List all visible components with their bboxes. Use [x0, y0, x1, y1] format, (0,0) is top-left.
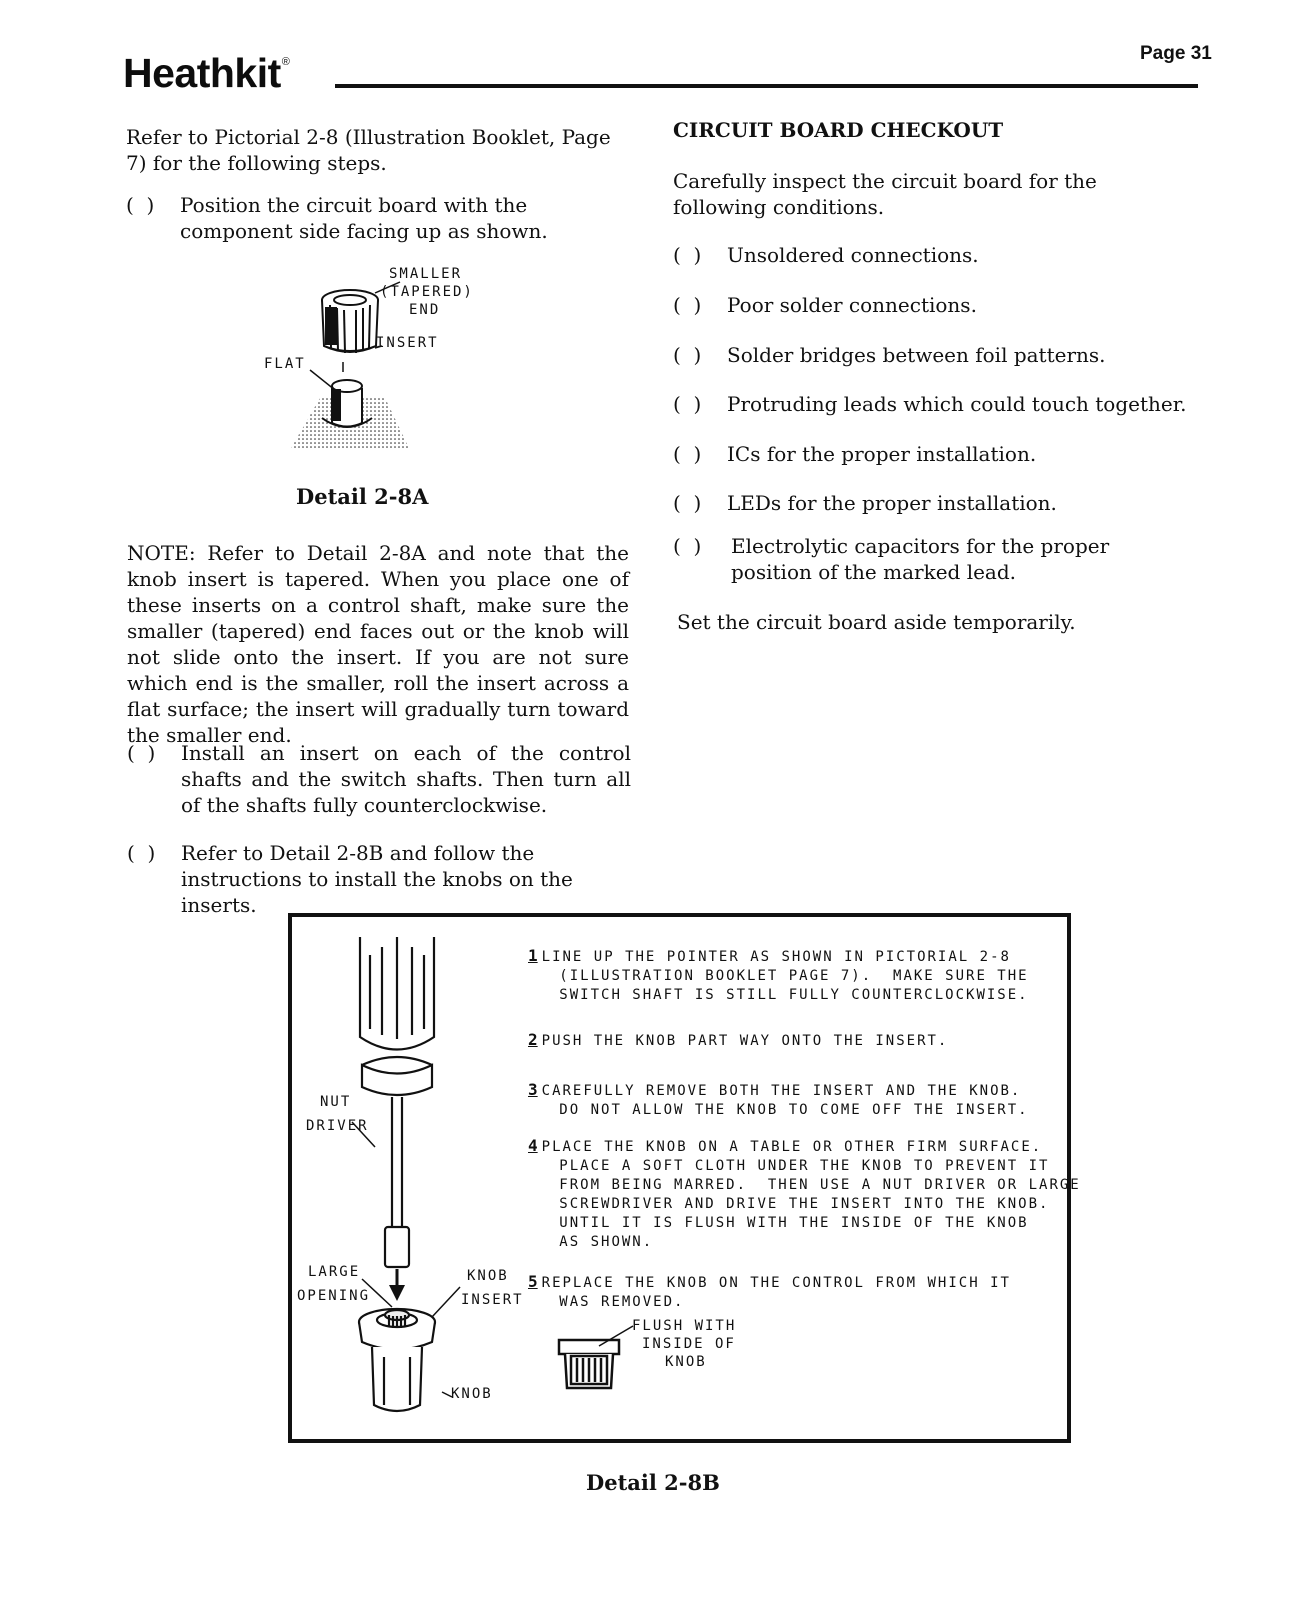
- instruction-line: PUSH THE KNOB PART WAY ONTO THE INSERT.: [541, 1033, 949, 1049]
- instruction-number: 4: [528, 1136, 538, 1155]
- instruction-line: LINE UP THE POINTER AS SHOWN IN PICTORIAL 2-8: [541, 949, 1011, 965]
- step-checkbox[interactable]: ( ): [127, 741, 156, 765]
- detail-2-8b-figure: [292, 917, 532, 1439]
- instruction-line: WAS REMOVED.: [559, 1294, 685, 1310]
- check-text: ICs for the proper installation.: [727, 442, 1037, 466]
- instruction-line: CAREFULLY REMOVE BOTH THE INSERT AND THE KNOB.: [541, 1083, 1022, 1099]
- check-item: [673, 441, 1183, 467]
- page-number: Page 31: [1140, 43, 1212, 64]
- label-inside-of: INSIDE OF: [642, 1336, 736, 1352]
- nut-driver-icon: [360, 937, 434, 1267]
- check-item: [673, 342, 1183, 368]
- check-item: [673, 292, 1183, 318]
- step-position-board: [126, 192, 631, 244]
- step-text: Refer to Detail 2-8B and follow the instructions to install the knobs on the inserts.: [181, 841, 573, 917]
- knob-insert-icon: [322, 290, 378, 353]
- check-item: [673, 391, 1187, 417]
- check-checkbox[interactable]: ( ): [673, 442, 702, 466]
- check-checkbox[interactable]: ( ): [673, 243, 702, 267]
- check-checkbox[interactable]: ( ): [673, 293, 702, 317]
- instruction-line: SCREWDRIVER AND DRIVE THE INSERT INTO THE KNOB.: [559, 1196, 1050, 1212]
- registered-mark: ®: [281, 56, 290, 68]
- check-checkbox[interactable]: ( ): [673, 534, 702, 558]
- label-tapered: (TAPERED): [380, 284, 474, 300]
- label-insert: INSERT: [376, 335, 439, 351]
- header-rule: [335, 84, 1198, 88]
- label-knob-bottom: KNOB: [451, 1386, 493, 1402]
- instruction-line: UNTIL IT IS FLUSH WITH THE INSIDE OF THE KNOB: [559, 1215, 1029, 1231]
- label-nut: NUT: [320, 1094, 352, 1110]
- instruction-line: PLACE THE KNOB ON A TABLE OR OTHER FIRM SURFACE.: [541, 1139, 1043, 1155]
- label-end: END: [409, 302, 441, 318]
- instruction-number: 2: [528, 1030, 538, 1049]
- label-insert-b: INSERT: [461, 1292, 524, 1308]
- check-checkbox[interactable]: ( ): [673, 491, 702, 515]
- instruction-line: REPLACE THE KNOB ON THE CONTROL FROM WHICH IT: [541, 1275, 1011, 1291]
- label-knob-top: KNOB: [467, 1268, 509, 1284]
- left-intro: Refer to Pictorial 2-8 (Illustration Booklet, Page 7) for the following steps.: [126, 125, 611, 175]
- instruction-number: 1: [528, 946, 538, 965]
- instruction-line: FROM BEING MARRED. THEN USE A NUT DRIVER OR LARGE: [559, 1177, 1081, 1193]
- instruction-line: (ILLUSTRATION BOOKLET PAGE 7). MAKE SURE THE: [559, 968, 1029, 984]
- check-item: [673, 490, 1183, 516]
- flush-knob-figure: [553, 1318, 643, 1398]
- brand-logo: [123, 50, 289, 97]
- note-paragraph: NOTE: Refer to Detail 2-8A and note that the knob insert is tapered. When you place one of these inserts on a control shaft, make sure the smaller (tapered) end faces out or the knob will not slide onto the insert. If you are not sure which end is the smaller, roll the insert across a flat surface; the insert will gradually turn toward the smaller end.: [127, 541, 629, 747]
- instruction-line: AS SHOWN.: [559, 1234, 654, 1250]
- instruction-4: [528, 1136, 1081, 1252]
- check-text: Protruding leads which could touch together.: [727, 392, 1187, 416]
- step-text: Install an insert on each of the control shafts and the switch shafts. Then turn all of the shafts fully counterclockwise.: [181, 741, 631, 817]
- instruction-3: [528, 1080, 1029, 1120]
- step-checkbox[interactable]: ( ): [126, 193, 155, 217]
- instruction-5: [528, 1272, 1011, 1312]
- instruction-line: PLACE A SOFT CLOTH UNDER THE KNOB TO PREVENT IT: [559, 1158, 1050, 1174]
- label-flush-with: FLUSH WITH: [632, 1318, 737, 1334]
- label-opening: OPENING: [297, 1288, 371, 1304]
- instruction-2: [528, 1030, 948, 1051]
- label-smaller: SMALLER: [389, 266, 463, 282]
- arrow-down-icon: [389, 1285, 405, 1301]
- check-checkbox[interactable]: ( ): [673, 343, 702, 367]
- label-flat: FLAT: [264, 356, 306, 372]
- step-install-knobs: [127, 840, 632, 917]
- label-large: LARGE: [308, 1264, 361, 1280]
- step-install-inserts: [127, 740, 632, 820]
- check-checkbox[interactable]: ( ): [673, 392, 702, 416]
- instruction-1: [528, 946, 1029, 1005]
- instruction-line: DO NOT ALLOW THE KNOB TO COME OFF THE INSERT.: [559, 1102, 1029, 1118]
- instruction-number: 3: [528, 1080, 538, 1099]
- label-driver: DRIVER: [306, 1118, 369, 1134]
- knob-icon: [359, 1309, 435, 1411]
- check-item: [673, 533, 1183, 585]
- check-text: LEDs for the proper installation.: [727, 491, 1057, 515]
- label-knob-flush: KNOB: [665, 1354, 707, 1370]
- right-intro: Carefully inspect the circuit board for the following conditions.: [673, 169, 1097, 219]
- closing-text: Set the circuit board aside temporarily.: [677, 610, 1076, 634]
- step-checkbox[interactable]: ( ): [127, 841, 156, 865]
- detail-2-8a-caption: Detail 2-8A: [296, 484, 429, 509]
- instruction-line: SWITCH SHAFT IS STILL FULLY COUNTERCLOCKWISE.: [559, 987, 1029, 1003]
- check-text: Poor solder connections.: [727, 293, 977, 317]
- flush-knob-icon: [559, 1340, 619, 1388]
- section-heading: CIRCUIT BOARD CHECKOUT: [673, 118, 1004, 142]
- step-text: Position the circuit board with the component side facing up as shown.: [180, 193, 548, 243]
- instruction-number: 5: [528, 1272, 538, 1291]
- brand-name: Heathkit: [123, 50, 281, 96]
- check-text: Unsoldered connections.: [727, 243, 979, 267]
- detail-2-8b-caption: Detail 2-8B: [586, 1470, 720, 1495]
- check-text: Electrolytic capacitors for the proper position of the marked lead.: [731, 534, 1110, 584]
- check-text: Solder bridges between foil patterns.: [727, 343, 1106, 367]
- check-item: [673, 242, 1183, 268]
